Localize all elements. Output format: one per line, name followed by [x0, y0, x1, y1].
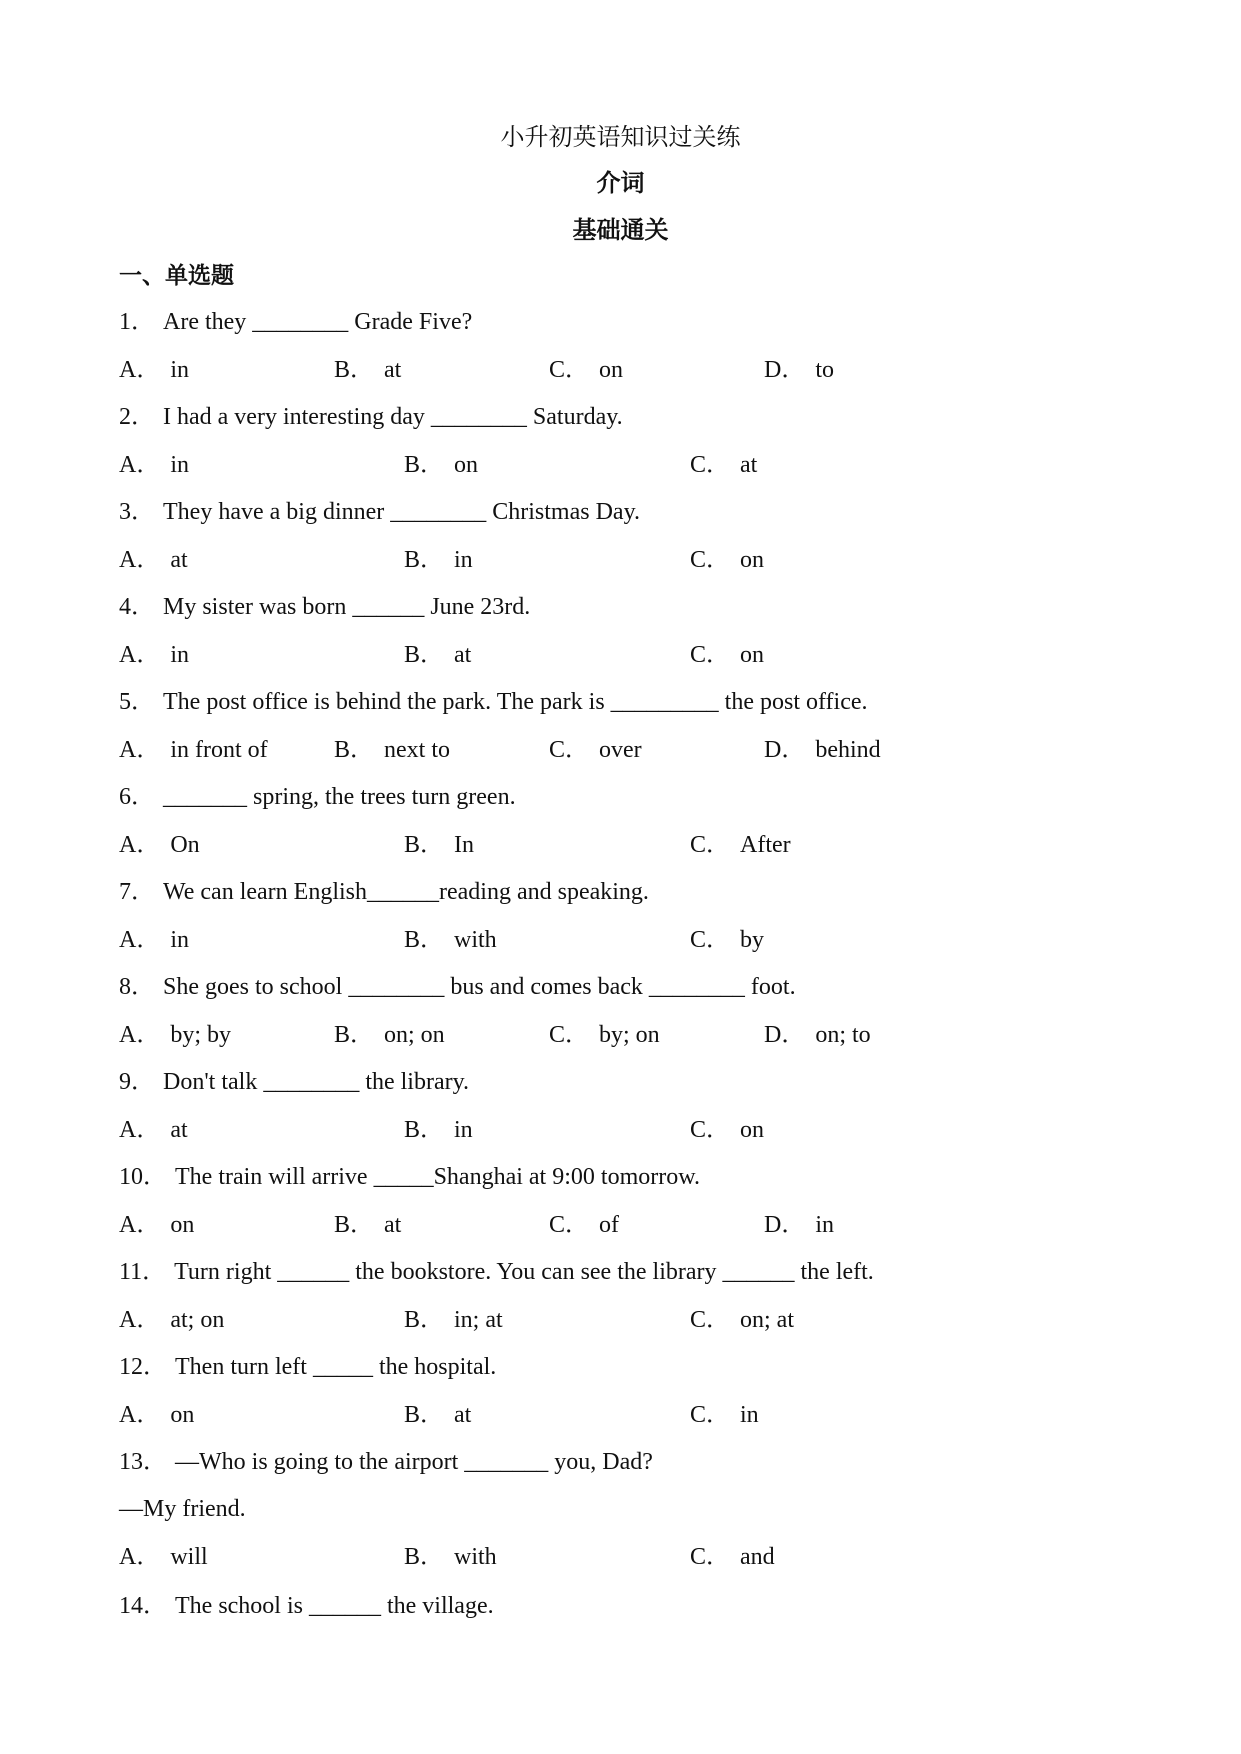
question-13-reply: —My friend. — [119, 1496, 246, 1522]
question-7-option-b[interactable] — [404, 924, 497, 956]
question-text: The train will arrive _____Shanghai at 9:00 tomorrow. — [175, 1164, 700, 1190]
option-text: in — [740, 1402, 759, 1428]
worksheet-title: 小升初英语知识过关练 — [500, 123, 741, 151]
question-number: 5． — [119, 689, 155, 715]
question-9-option-b[interactable] — [404, 1114, 473, 1146]
question-1-option-c[interactable] — [549, 354, 623, 386]
option-letter: B． — [404, 1544, 445, 1570]
question-6-option-b[interactable] — [404, 829, 474, 861]
option-text: on; on — [384, 1022, 445, 1048]
question-4-option-c[interactable] — [690, 639, 764, 671]
option-text: by; on — [599, 1022, 660, 1048]
option-letter: B． — [404, 642, 445, 668]
option-text: in — [170, 927, 190, 953]
question-10-option-b[interactable] — [334, 1209, 401, 1241]
option-text: over — [599, 737, 642, 763]
option-text: on — [454, 452, 479, 478]
question-2-option-a[interactable] — [119, 449, 189, 481]
question-8 — [119, 971, 796, 1003]
level-title: 基础通关 — [572, 216, 669, 244]
option-letter: D． — [764, 1022, 806, 1048]
option-text: In — [454, 832, 475, 858]
question-5-option-a[interactable] — [119, 734, 268, 766]
option-letter: A． — [119, 832, 161, 858]
option-letter: A． — [119, 642, 161, 668]
option-letter: D． — [764, 357, 806, 383]
question-1-option-d[interactable] — [764, 354, 834, 386]
option-letter: B． — [334, 357, 375, 383]
question-2-option-b[interactable] — [404, 449, 478, 481]
question-6-option-c[interactable] — [690, 829, 791, 861]
question-13-option-a[interactable] — [119, 1541, 208, 1573]
option-text: at — [170, 547, 188, 573]
option-text: on; at — [740, 1307, 795, 1333]
question-number: 9． — [119, 1069, 155, 1095]
question-6-option-a[interactable] — [119, 829, 200, 861]
question-2 — [119, 401, 623, 433]
question-3-option-a[interactable] — [119, 544, 188, 576]
option-text: on — [599, 357, 624, 383]
option-letter: C． — [690, 1544, 731, 1570]
question-number: 8． — [119, 974, 155, 1000]
option-text: After — [740, 832, 791, 858]
option-letter: C． — [690, 1117, 731, 1143]
question-number: 14． — [119, 1593, 167, 1619]
question-6 — [119, 781, 516, 813]
question-text: —Who is going to the airport _______ you, Dad? — [175, 1449, 653, 1475]
option-letter: A． — [119, 1544, 161, 1570]
question-number: 10． — [119, 1164, 167, 1190]
option-letter: A． — [119, 452, 161, 478]
option-letter: B． — [404, 832, 445, 858]
question-text: The post office is behind the park. The park is _________ the post office. — [163, 689, 868, 715]
question-5-option-d[interactable] — [764, 734, 881, 766]
option-text: on — [170, 1212, 195, 1238]
question-number: 12． — [119, 1354, 167, 1380]
question-2-option-c[interactable] — [690, 449, 757, 481]
option-letter: A． — [119, 547, 161, 573]
option-text: at — [384, 1212, 402, 1238]
question-4-option-a[interactable] — [119, 639, 189, 671]
option-letter: A． — [119, 1307, 161, 1333]
option-letter: C． — [549, 1212, 590, 1238]
option-letter: C． — [549, 1022, 590, 1048]
option-text: by — [740, 927, 765, 953]
question-11-option-b[interactable] — [404, 1304, 503, 1336]
option-text: behind — [815, 737, 881, 763]
question-number: 3． — [119, 499, 155, 525]
option-letter: C． — [690, 832, 731, 858]
question-text: Don't talk ________ the library. — [163, 1069, 470, 1095]
option-text: on — [740, 547, 765, 573]
section-heading: 一、单选题 — [119, 263, 234, 289]
question-text: I had a very interesting day ________ Saturday. — [163, 404, 623, 430]
option-letter: C． — [690, 927, 731, 953]
option-text: in — [170, 452, 190, 478]
question-12-option-a[interactable] — [119, 1399, 194, 1431]
question-9 — [119, 1066, 469, 1098]
question-number: 4． — [119, 594, 155, 620]
question-number: 1． — [119, 309, 155, 335]
option-text: in — [815, 1212, 835, 1238]
question-text: _______ spring, the trees turn green. — [163, 784, 516, 810]
question-text: We can learn English______reading and speaking. — [163, 879, 649, 905]
option-text: on — [740, 642, 765, 668]
question-5-option-c[interactable] — [549, 734, 642, 766]
option-letter: B． — [404, 927, 445, 953]
question-4 — [119, 591, 530, 623]
option-text: on; to — [815, 1022, 871, 1048]
question-7 — [119, 876, 649, 908]
question-8-option-b[interactable] — [334, 1019, 445, 1051]
question-text: She goes to school ________ bus and comes back ________ foot. — [163, 974, 796, 1000]
option-letter: B． — [404, 1402, 445, 1428]
question-8-option-a[interactable] — [119, 1019, 231, 1051]
question-3 — [119, 496, 640, 528]
option-letter: D． — [764, 1212, 806, 1238]
option-text: at — [384, 357, 402, 383]
option-letter: B． — [334, 737, 375, 763]
option-letter: A． — [119, 357, 161, 383]
option-letter: A． — [119, 1402, 161, 1428]
option-letter: C． — [690, 547, 731, 573]
option-text: at — [170, 1117, 188, 1143]
question-10-option-c[interactable] — [549, 1209, 619, 1241]
question-number: 13． — [119, 1449, 167, 1475]
option-letter: C． — [690, 452, 731, 478]
question-13-option-b[interactable] — [404, 1541, 497, 1573]
option-text: at — [740, 452, 758, 478]
option-letter: B． — [404, 1307, 445, 1333]
option-letter: C． — [690, 1307, 731, 1333]
question-12 — [119, 1351, 496, 1383]
option-text: at; on — [170, 1307, 225, 1333]
question-10-option-d[interactable] — [764, 1209, 834, 1241]
question-text: They have a big dinner ________ Christmas Day. — [163, 499, 641, 525]
option-letter: C． — [549, 737, 590, 763]
question-number: 6． — [119, 784, 155, 810]
option-letter: A． — [119, 927, 161, 953]
question-8-option-d[interactable] — [764, 1019, 871, 1051]
option-text: in; at — [454, 1307, 503, 1333]
option-letter: B． — [404, 1117, 445, 1143]
question-5 — [119, 686, 868, 718]
option-letter: B． — [404, 547, 445, 573]
option-text: with — [454, 927, 497, 953]
option-letter: A． — [119, 1117, 161, 1143]
question-text: Turn right ______ the bookstore. You can see the library ______ the left. — [174, 1259, 874, 1285]
option-letter: C． — [549, 357, 590, 383]
option-text: at — [454, 642, 472, 668]
option-text: will — [170, 1544, 208, 1570]
option-text: of — [599, 1212, 620, 1238]
question-text: The school is ______ the village. — [175, 1593, 494, 1619]
question-11 — [119, 1256, 874, 1288]
option-text: by; by — [170, 1022, 232, 1048]
option-text: at — [454, 1402, 472, 1428]
option-text: in — [454, 1117, 473, 1143]
option-letter: D． — [764, 737, 806, 763]
question-12-option-c[interactable] — [690, 1399, 759, 1431]
option-letter: A． — [119, 1022, 161, 1048]
question-3-option-b[interactable] — [404, 544, 473, 576]
question-1 — [119, 306, 472, 338]
option-letter: A． — [119, 1212, 161, 1238]
option-letter: C． — [690, 1402, 731, 1428]
option-text: next to — [384, 737, 451, 763]
option-letter: B． — [404, 452, 445, 478]
option-letter: B． — [334, 1022, 375, 1048]
question-number: 7． — [119, 879, 155, 905]
question-5-option-b[interactable] — [334, 734, 450, 766]
question-text: Then turn left _____ the hospital. — [175, 1354, 497, 1380]
topic-title: 介词 — [596, 169, 645, 197]
option-text: in — [454, 547, 473, 573]
question-11-option-a[interactable] — [119, 1304, 224, 1336]
question-11-option-c[interactable] — [690, 1304, 794, 1336]
question-text: Are they ________ Grade Five? — [163, 309, 473, 335]
question-10 — [119, 1161, 700, 1193]
question-number: 11． — [119, 1259, 167, 1285]
option-text: with — [454, 1544, 497, 1570]
question-7-option-c[interactable] — [690, 924, 764, 956]
question-text: My sister was born ______ June 23rd. — [163, 594, 531, 620]
question-13 — [119, 1446, 653, 1478]
option-text: on — [170, 1402, 195, 1428]
question-1-option-b[interactable] — [334, 354, 401, 386]
question-13-option-c[interactable] — [690, 1541, 775, 1573]
question-14 — [119, 1590, 494, 1622]
question-4-option-b[interactable] — [404, 639, 471, 671]
question-12-option-b[interactable] — [404, 1399, 471, 1431]
question-8-option-c[interactable] — [549, 1019, 660, 1051]
option-text: and — [740, 1544, 775, 1570]
question-3-option-c[interactable] — [690, 544, 764, 576]
question-7-option-a[interactable] — [119, 924, 189, 956]
option-text: in — [170, 642, 190, 668]
option-letter: A． — [119, 737, 161, 763]
option-letter: B． — [334, 1212, 375, 1238]
question-1-option-a[interactable] — [119, 354, 189, 386]
question-9-option-c[interactable] — [690, 1114, 764, 1146]
question-10-option-a[interactable] — [119, 1209, 194, 1241]
option-text: on — [740, 1117, 765, 1143]
option-text: to — [815, 357, 835, 383]
question-9-option-a[interactable] — [119, 1114, 188, 1146]
option-text: in front of — [170, 737, 268, 763]
option-text: On — [170, 832, 200, 858]
option-text: in — [170, 357, 190, 383]
option-letter: C． — [690, 642, 731, 668]
question-number: 2． — [119, 404, 155, 430]
